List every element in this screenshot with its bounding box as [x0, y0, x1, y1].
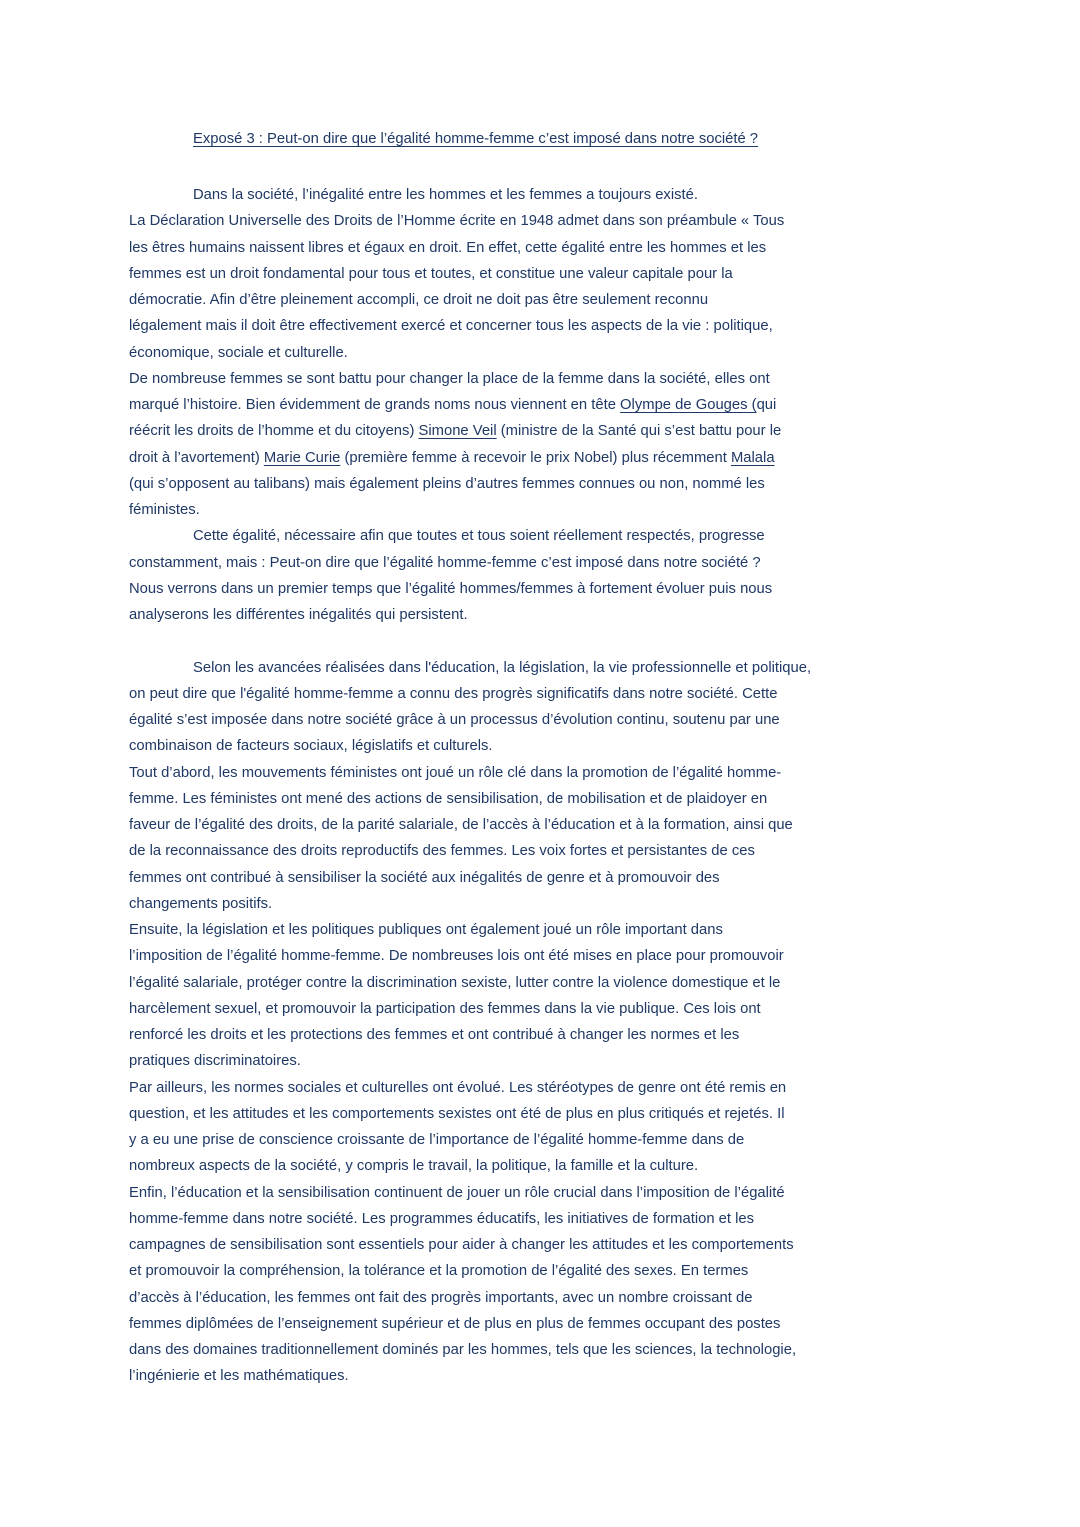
text-segment: (première femme à recevoir le prix Nobel) plus récemment — [340, 449, 731, 466]
text-line — [193, 656, 811, 680]
text-segment: (ministre de la Santé qui s’est battu pour le — [496, 423, 782, 440]
document-title: Exposé 3 : Peut-on dire que l’égalité homme-femme c’est imposé dans notre société ? — [193, 131, 759, 147]
text-line — [129, 1207, 754, 1231]
text-line — [129, 866, 720, 890]
text-line — [129, 1128, 744, 1152]
text-segment: harcèlement sexuel, et promouvoir la participation des femmes dans la vie publique. Ces lois ont — [129, 1000, 761, 1017]
text-line — [129, 1286, 752, 1310]
text-line — [129, 1049, 301, 1073]
text-line — [129, 577, 772, 601]
text-segment: Ensuite, la législation et les politiques publiques ont également joué un rôle important dans — [129, 922, 723, 938]
text-line — [129, 1259, 748, 1283]
text-segment: marqué l’histoire. Bien évidemment de grands noms nous viennent en tête — [129, 397, 621, 413]
text-segment: légalement mais il doit être effectivement exercé et concerner tous les aspects de la vie : politique, — [129, 318, 773, 335]
text-segment: combinaison de facteurs sociaux, législatifs et culturels. — [129, 738, 493, 755]
text-segment: démocratie. Afin d’être pleinement accompli, ce droit ne doit pas être seulement reconnu — [129, 292, 709, 308]
text-line — [129, 1076, 786, 1100]
text-line — [129, 498, 200, 522]
text-segment: Nous verrons dans un premier temps que l’égalité hommes/femmes à fortement évoluer puis nous — [129, 580, 773, 597]
text-line — [193, 524, 765, 548]
text-line — [129, 367, 770, 391]
text-line — [129, 839, 755, 863]
text-line — [129, 734, 493, 758]
text-line — [129, 472, 765, 496]
text-line — [129, 1181, 785, 1205]
text-segment: campagnes de sensibilisation sont essentiels pour aider à changer les attitudes et les comportements — [129, 1237, 794, 1253]
text-segment: femmes est un droit fondamental pour tous et toutes, et constitue une valeur capitale pour la — [129, 265, 733, 282]
text-line — [129, 1102, 785, 1126]
text-segment: les êtres humains naissent libres et égaux en droit. En effet, cette égalité entre les hommes et les — [129, 239, 767, 256]
text-segment: qui — [756, 397, 777, 413]
text-segment: égalité s’est imposée dans notre société grâce à un processus d’évolution continu, soutenu par une — [129, 712, 780, 728]
text-line — [129, 813, 793, 837]
text-segment: femme. Les féministes ont mené des actions de sensibilisation, de mobilisation et de plaidoyer en — [129, 790, 768, 807]
text-segment: De nombreuse femmes se sont battu pour changer la place de la femme dans la société, elles ont — [129, 370, 770, 387]
text-line — [129, 209, 784, 233]
text-segment: dans des domaines traditionnellement dominés par les hommes, tels que les sciences, la technologie, — [129, 1342, 797, 1358]
text-line — [129, 1312, 780, 1336]
text-segment: Par ailleurs, les normes sociales et culturelles ont évolué. Les stéréotypes de genre ont été remis en — [129, 1079, 787, 1096]
text-line — [129, 341, 348, 365]
text-line — [129, 1364, 349, 1388]
underlined-name: Simone Veil — [418, 423, 497, 440]
text-line — [129, 236, 766, 260]
text-line — [129, 944, 784, 968]
text-segment: (qui s’opposent au talibans) mais également pleins d’autres femmes connues ou non, nommé les — [129, 475, 765, 492]
text-line — [129, 1338, 796, 1362]
text-segment: féministes. — [129, 502, 200, 518]
text-line — [129, 892, 272, 916]
text-segment: on peut dire que l'égalité homme-femme a connu des progrès significatifs dans notre société. Cette — [129, 685, 778, 702]
text-segment: femmes diplômées de l’enseignement supérieur et de plus en plus de femmes occupant des postes — [129, 1315, 781, 1332]
text-line — [193, 183, 698, 207]
text-segment: de la reconnaissance des droits reproductifs des femmes. Les voix fortes et persistantes de ces — [129, 843, 755, 860]
text-line — [129, 262, 733, 286]
text-segment: y a eu une prise de conscience croissante de l’importance de l’égalité homme-femme dans de — [129, 1132, 745, 1148]
text-segment: nombreux aspects de la société, y compris le travail, la politique, la famille et la culture. — [129, 1158, 699, 1175]
text-line — [129, 1233, 794, 1257]
text-segment: faveur de l’égalité des droits, de la parité salariale, de l’accès à l’éducation et à la formation, ainsi que — [129, 817, 793, 833]
text-line — [129, 314, 773, 338]
text-segment: homme-femme dans notre société. Les programmes éducatifs, les initiatives de formation et les — [129, 1210, 755, 1227]
text-segment: Tout d’abord, les mouvements féministes ont joué un rôle clé dans la promotion de l’égalité homme- — [129, 764, 782, 781]
text-segment: l’égalité salariale, protéger contre la discrimination sexiste, lutter contre la violence domestique et le — [129, 974, 781, 991]
underlined-name: Malala — [730, 449, 775, 466]
text-line — [129, 682, 778, 706]
text-segment: pratiques discriminatoires. — [129, 1053, 301, 1070]
text-segment: et promouvoir la compréhension, la tolérance et la promotion de l’égalité des sexes. En termes — [129, 1263, 749, 1280]
text-line — [129, 288, 708, 312]
text-segment: d’accès à l’éducation, les femmes ont fait des progrès importants, avec un nombre croissant de — [129, 1289, 753, 1306]
text-segment: Cette égalité, nécessaire afin que toutes et tous soient réellement respectés, progresse — [193, 528, 765, 545]
text-segment: Enfin, l’éducation et la sensibilisation continuent de jouer un rôle crucial dans l’imposition de l’égalité — [129, 1184, 785, 1201]
text-segment: Dans la société, l’inégalité entre les hommes et les femmes a toujours existé. — [193, 187, 698, 203]
text-line — [129, 997, 761, 1021]
text-segment: femmes ont contribué à sensibiliser la société aux inégalités de genre et à promouvoir des — [129, 869, 720, 886]
text-segment: question, et les attitudes et les comportements sexistes ont été de plus en plus critiqués et rejetés. Il — [129, 1105, 785, 1122]
text-line — [129, 1023, 739, 1047]
text-segment: changements positifs. — [129, 895, 273, 912]
underlined-name: Olympe de Gouges ( — [620, 397, 757, 413]
text-line — [129, 1154, 698, 1178]
text-segment: constamment, mais : Peut-on dire que l’égalité homme-femme c’est imposé dans notre société ? — [129, 554, 761, 571]
text-segment: Selon les avancées réalisées dans l'éducation, la législation, la vie professionnelle et politique, — [193, 659, 812, 676]
text-line — [129, 446, 775, 470]
text-line — [129, 787, 767, 811]
underlined-name: Marie Curie — [263, 449, 341, 466]
text-segment: économique, sociale et culturelle. — [129, 344, 348, 361]
text-line — [129, 603, 468, 627]
text-segment: La Déclaration Universelle des Droits de l’Homme écrite en 1948 admet dans son préambule « Tous — [129, 213, 785, 230]
text-line — [129, 708, 780, 732]
text-segment: l’imposition de l’égalité homme-femme. De nombreuses lois ont été mises en place pour promouvoir — [129, 948, 784, 965]
text-line — [129, 971, 780, 995]
text-segment: réécrit les droits de l’homme et du citoyens) — [129, 423, 419, 440]
text-line — [129, 918, 723, 942]
text-line — [129, 419, 781, 443]
text-segment: renforcé les droits et les protections des femmes et ont contribué à changer les normes et les — [129, 1027, 740, 1043]
text-segment: droit à l’avortement) — [129, 449, 264, 466]
text-line — [129, 761, 781, 785]
text-line — [129, 393, 776, 417]
text-segment: l’ingénierie et les mathématiques. — [129, 1368, 349, 1385]
text-line — [129, 551, 761, 575]
text-segment: analyserons les différentes inégalités qui persistent. — [129, 607, 468, 623]
